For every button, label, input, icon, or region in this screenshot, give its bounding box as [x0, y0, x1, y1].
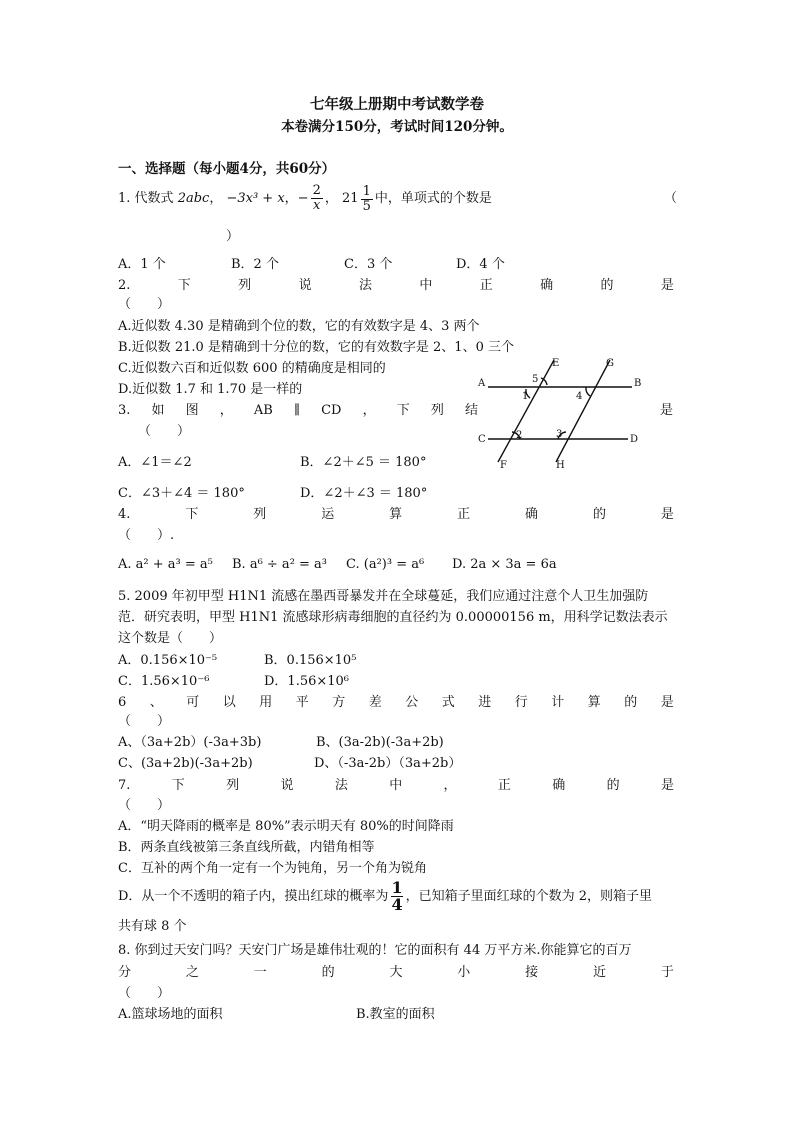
q3-end-word: 是 — [660, 403, 674, 418]
q6-word: 进 — [478, 695, 492, 710]
q6-option-b: B、(3a-2b)(-3a+2b) — [316, 735, 444, 750]
page-subtitle: 本卷满分150分，考试时间120分钟。 — [281, 119, 513, 135]
q4-word: 确 — [525, 507, 539, 522]
q2-word: 法 — [358, 278, 372, 293]
q2-paren: （ ） — [118, 297, 171, 312]
section-heading: 一、选择题（每小题4分，共60分） — [118, 161, 336, 177]
q3-option-a: A．∠1＝∠2 — [118, 455, 192, 470]
q5-option-a: A．0.156×10⁻⁵ — [118, 653, 218, 668]
line-ef — [498, 360, 554, 462]
q2-word: 说 — [298, 278, 312, 293]
q3-word: ， — [219, 403, 233, 418]
q1-tail: 中，单项式的个数是 — [374, 191, 492, 206]
q1-option-d: D．4 个 — [456, 257, 505, 272]
q1-expr2: −3x³ + x — [226, 191, 285, 206]
q7-word: 确 — [552, 778, 566, 793]
q8-word: 大 — [389, 965, 403, 980]
q3-option-b: B．∠2＋∠5 ＝ 180° — [300, 455, 427, 470]
q3-word: 图 — [185, 403, 199, 418]
q4-word: 是 — [660, 507, 674, 522]
question-6-stem — [118, 694, 674, 712]
q4-word: 的 — [592, 507, 606, 522]
q2-word: 的 — [600, 278, 614, 293]
q3-word: 3. — [118, 403, 131, 418]
q3-word: 结 — [464, 403, 478, 418]
q2-word: 2. — [118, 278, 131, 293]
q1-mixed-whole: 21 — [342, 191, 359, 206]
q6-word: 方 — [332, 695, 346, 710]
label-angle-4: 4 — [576, 391, 583, 402]
q7-word: 是 — [660, 778, 674, 793]
q8-line-1: 8. 你到过天安门吗？天安门广场是雄伟壮观的！它的面积有 44 万平方米.你能算它的百万 — [118, 943, 632, 958]
q8-option-a: A.篮球场地的面积 — [118, 1007, 223, 1022]
q7-word: 中 — [389, 778, 403, 793]
q5-line-3: 这个数是（ ） — [118, 631, 223, 646]
q2-word: 确 — [540, 278, 554, 293]
q7-word: 法 — [334, 778, 348, 793]
q6-option-a: A、（3a+2b）(-3a+3b) — [118, 735, 262, 750]
q5-line-2: 范．研究表明，甲型 H1N1 流感球形病毒细胞的直径约为 0.00000156 m，用科学记数法表示 — [118, 610, 668, 625]
q1-frac-den: x — [313, 198, 321, 213]
label-g: G — [606, 358, 614, 369]
q3-word: ， — [362, 403, 376, 418]
q2-option-b: B.近似数 21.0 是精确到十分位的数，它的有效数字是 2、1、0 三个 — [118, 340, 514, 355]
q1-lead: 1. 代数式 — [118, 191, 174, 206]
q7-frac-num: 1 — [391, 878, 403, 897]
q2-option-d: D.近似数 1.7 和 1.70 是一样的 — [118, 382, 303, 397]
q4-option-a: A. a² + a³ = a⁵ — [118, 557, 213, 572]
angle-4-arc — [586, 387, 590, 396]
q6-word: 行 — [514, 695, 528, 710]
q7-option-d-cont: 共有球 8 个 — [118, 919, 187, 934]
label-angle-2: 2 — [516, 430, 523, 441]
q1-option-c: C．3 个 — [344, 257, 393, 272]
q7-word: 7. — [118, 778, 131, 793]
q7-word: 说 — [280, 778, 294, 793]
q7-option-d — [118, 880, 652, 914]
q7-frac-den: 4 — [391, 895, 403, 914]
q4-option-d: D. 2a × 3a = 6a — [452, 557, 557, 572]
q6-word: 式 — [441, 695, 455, 710]
question-3-stem — [118, 402, 478, 420]
q3-word: 列 — [430, 403, 444, 418]
q3-word: 如 — [151, 403, 165, 418]
question-8-stem — [118, 964, 674, 982]
q1-mixed-den: 5 — [362, 198, 371, 214]
q6-word: 公 — [405, 695, 419, 710]
q8-word: 近 — [593, 965, 607, 980]
page-title: 七年级上册期中考试数学卷 — [310, 96, 484, 113]
q6-option-c: C、(3a+2b)(-3a+2b) — [118, 756, 253, 771]
q7-word: 下 — [171, 778, 185, 793]
q1-mixed-num: 1 — [362, 183, 371, 199]
label-f: F — [500, 460, 507, 471]
q5-line-1: 5. 2009 年初甲型 H1N1 流感在墨西哥暴发并在全球蔓延，我们应通过注意个人卫生加强防 — [118, 589, 649, 604]
q6-word: 的 — [624, 695, 638, 710]
q4-word: 列 — [253, 507, 267, 522]
q7-option-d-lead: D．从一个不透明的箱子内，摸出红球的概率为 — [118, 889, 389, 904]
q2-word: 列 — [238, 278, 252, 293]
q2-word: 中 — [419, 278, 433, 293]
question-2-stem — [118, 277, 674, 295]
q8-word: 接 — [525, 965, 539, 980]
q8-word: 于 — [660, 965, 674, 980]
q2-word: 正 — [479, 278, 493, 293]
parallel-lines-figure — [476, 352, 646, 472]
q2-option-c: C.近似数六百和近似数 600 的精确度是相同的 — [118, 361, 386, 376]
q3-word: ∥ — [293, 403, 300, 418]
q1-option-a: A．1 个 — [118, 257, 166, 272]
q7-option-c: C．互补的两个角一定有一个为钝角，另一个角为锐角 — [118, 861, 427, 876]
q6-paren: （ ） — [118, 714, 171, 729]
q4-option-b: B. a⁶ ÷ a² = a³ — [232, 557, 328, 572]
label-angle-5: 5 — [532, 374, 539, 385]
q6-word: 计 — [551, 695, 565, 710]
q1-paren-close: ） — [226, 229, 240, 244]
q7-option-d-tail: ，已知箱子里面红球的个数为 2，则箱子里 — [405, 889, 652, 904]
line-gh — [556, 360, 610, 462]
q5-option-b: B．0.156×10⁵ — [264, 653, 357, 668]
q4-option-c: C. (a²)³ = a⁶ — [346, 557, 425, 572]
q7-paren: （ ） — [118, 798, 171, 813]
q1-paren-open: （ — [664, 191, 678, 206]
q6-word: 6 — [118, 695, 127, 710]
q1-sep3: ， — [324, 191, 338, 206]
label-b: B — [634, 378, 642, 389]
q8-option-b: B.教室的面积 — [356, 1007, 435, 1022]
q4-word: 算 — [389, 507, 403, 522]
question-7-stem — [118, 777, 674, 795]
q3-option-d: D．∠2＋∠3 ＝ 180° — [300, 486, 428, 501]
q4-word: 运 — [321, 507, 335, 522]
q2-word: 是 — [660, 278, 674, 293]
q6-word: 可 — [186, 695, 200, 710]
q3-option-c: C．∠3＋∠4 ＝ 180° — [118, 486, 245, 501]
label-angle-3: 3 — [556, 429, 563, 440]
q6-word: 、 — [149, 695, 163, 710]
q7-option-b: B．两条直线被第三条直线所截，内错角相等 — [118, 840, 375, 855]
q1-frac-num: 2 — [312, 183, 321, 198]
q1-mixed-number — [342, 184, 375, 214]
q8-word: 的 — [321, 965, 335, 980]
q6-word: 用 — [259, 695, 273, 710]
q7-word: 列 — [226, 778, 240, 793]
q8-word: 一 — [253, 965, 267, 980]
q7-option-d-fraction — [391, 880, 402, 913]
q2-option-a: A.近似数 4.30 是精确到个位的数，它的有效数字是 4、3 两个 — [118, 319, 480, 334]
q6-word: 是 — [660, 695, 674, 710]
q5-option-d: D．1.56×10⁶ — [264, 674, 350, 689]
q8-paren: （ ） — [118, 986, 171, 1001]
label-a: A — [478, 378, 486, 389]
q7-word: 的 — [606, 778, 620, 793]
q1-sep1: ， — [209, 191, 223, 206]
label-e: E — [552, 358, 560, 369]
q1-option-b: B．2 个 — [231, 257, 279, 272]
q1-fraction — [311, 184, 323, 213]
q4-word: 4. — [118, 507, 131, 522]
q4-word: 下 — [185, 507, 199, 522]
q6-word: 以 — [222, 695, 236, 710]
q4-word: 正 — [457, 507, 471, 522]
q6-word: 平 — [295, 695, 309, 710]
label-c: C — [478, 434, 486, 445]
label-d: D — [630, 434, 639, 445]
q4-paren: （ ）. — [118, 528, 175, 543]
q2-word: 下 — [177, 278, 191, 293]
q8-word: 小 — [457, 965, 471, 980]
q3-word: AB — [253, 403, 273, 418]
q7-word: ， — [443, 778, 457, 793]
label-h: H — [556, 460, 565, 471]
q6-word: 差 — [368, 695, 382, 710]
q8-word: 之 — [185, 965, 199, 980]
q7-word: 正 — [497, 778, 511, 793]
question-4-stem — [118, 506, 674, 524]
q7-option-a: A．“明天降雨的概率是 80%”表示明天有 80%的时间降雨 — [118, 819, 454, 834]
q6-word: 算 — [587, 695, 601, 710]
q5-option-c: C．1.56×10⁻⁶ — [118, 674, 210, 689]
q3-paren: （ ） — [138, 424, 191, 439]
q3-word: CD — [321, 403, 342, 418]
q6-option-d: D、（-3a-2b）（3a+2b） — [314, 756, 462, 771]
label-angle-1: 1 — [522, 391, 529, 402]
q8-word: 分 — [118, 965, 132, 980]
q1-expr1: 2abc — [177, 191, 210, 206]
q3-word: 下 — [396, 403, 410, 418]
q1-sep2: ，− — [284, 191, 309, 206]
question-1-stem — [118, 184, 492, 214]
